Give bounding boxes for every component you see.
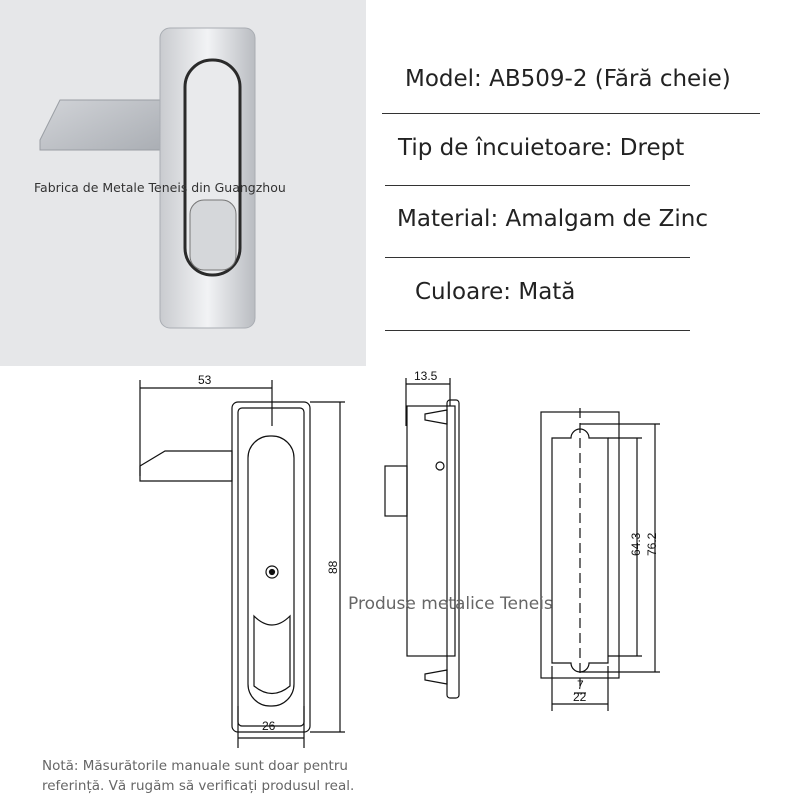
divider — [385, 257, 690, 258]
dim-22: 22 — [573, 690, 587, 704]
note-line-2: referință. Vă rugăm să verificați produsul real. — [42, 778, 355, 794]
spec-color: Culoare: Mată — [415, 279, 576, 305]
dim-53: 53 — [198, 373, 212, 387]
dim-88: 88 — [326, 560, 340, 574]
dim-26: 26 — [262, 719, 276, 733]
divider — [385, 330, 690, 331]
divider — [382, 113, 760, 114]
drawing-watermark: Produse metalice Teneis — [348, 594, 553, 614]
dim-64-3: 64.3 — [629, 532, 643, 556]
photo-watermark: Fabrica de Metale Teneis din Guangzhou — [34, 180, 286, 195]
side-view — [385, 378, 459, 698]
dim-7: 7 — [577, 678, 584, 692]
divider — [385, 185, 690, 186]
spec-model: Model: AB509-2 (Fără cheie) — [405, 66, 731, 92]
measurement-note — [42, 756, 354, 796]
spec-lock-type: Tip de încuietoare: Drept — [398, 135, 685, 161]
technical-drawing — [0, 366, 800, 756]
front-view — [140, 380, 345, 748]
note-line-1: Notă: Măsurătorile manuale sunt doar pentru — [42, 758, 348, 774]
spec-material: Material: Amalgam de Zinc — [397, 206, 708, 232]
dim-76-2: 76.2 — [645, 532, 659, 556]
back-view — [541, 408, 660, 711]
dim-13-5: 13.5 — [414, 369, 438, 383]
product-photo — [0, 0, 366, 366]
